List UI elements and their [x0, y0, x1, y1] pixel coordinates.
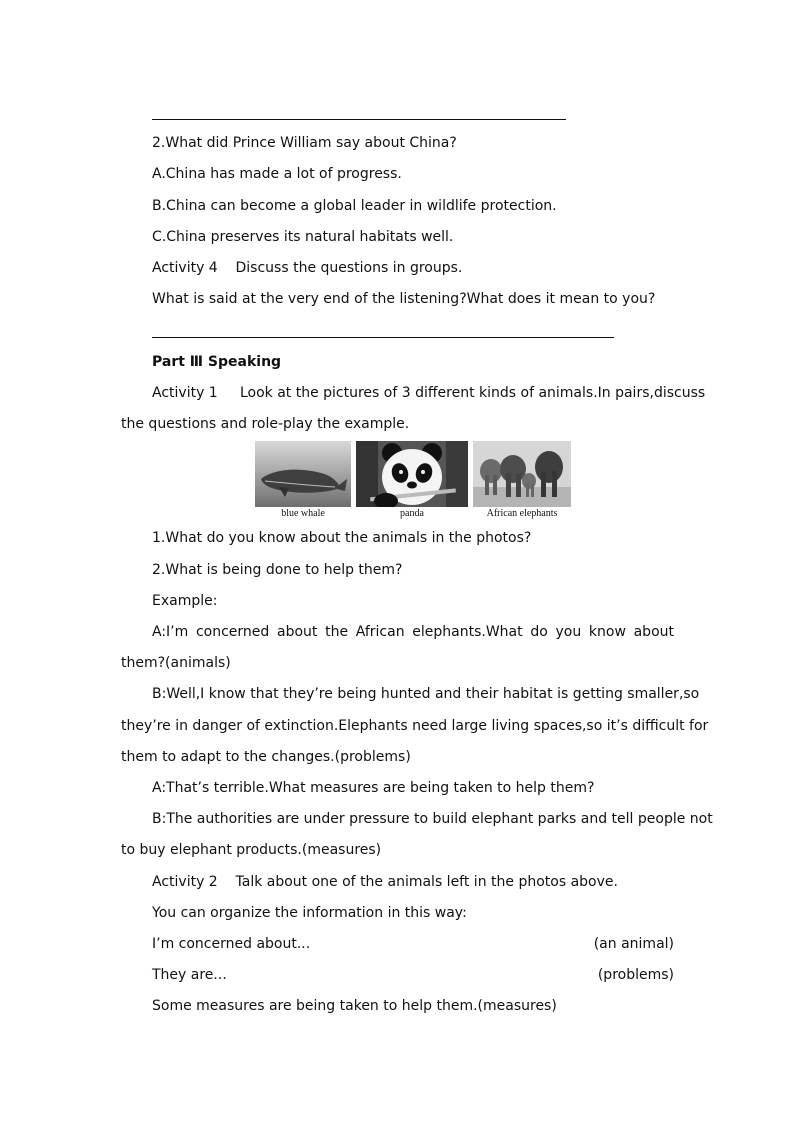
animal-photos — [255, 441, 571, 521]
organize-row-animal-text: I’m concerned about... — [152, 936, 311, 952]
dialogue-b1-line-2: they’re in danger of extinction.Elephants need large living spaces,so it’s difficult for — [121, 718, 709, 734]
organize-row-animal — [152, 934, 674, 954]
organize-row-problems — [152, 965, 674, 985]
dialogue-b1-line-1: B:Well,I know that they’re being hunted and their habitat is getting smaller,so — [152, 686, 700, 702]
dialogue-a2: A:That’s terrible.What measures are being taken to help them? — [152, 780, 595, 796]
caption-african-elephants: African elephants — [486, 508, 558, 519]
activity-1-line-1: Activity 1 Look at the pictures of 3 different kinds of animals.In pairs,discuss — [152, 385, 706, 401]
option-c: C.China preserves its natural habitats well. — [152, 229, 454, 245]
speaking-question-1: 1.What do you know about the animals in the photos? — [152, 530, 532, 546]
organize-row-animal-tag: (an animal) — [593, 936, 674, 952]
activity-2-heading: Activity 2 Talk about one of the animals left in the photos above. — [152, 874, 618, 890]
activity-2-intro: You can organize the information in this way: — [152, 905, 467, 921]
caption-panda: panda — [400, 508, 424, 519]
question-2: 2.What did Prince William say about China? — [152, 135, 457, 151]
dialogue-b1-line-3: them to adapt to the changes.(problems) — [121, 749, 411, 765]
dialogue-a1-line-1: A:I’m concerned about the African elephants.What do you know about — [152, 624, 674, 640]
activity-4-heading: Activity 4 Discuss the questions in groups. — [152, 260, 463, 276]
dialogue-b2-line-1: B:The authorities are under pressure to build elephant parks and tell people not — [152, 811, 713, 827]
activity-1-line-2: the questions and role-play the example. — [121, 416, 410, 432]
speaking-question-2: 2.What is being done to help them? — [152, 562, 403, 578]
organize-row-measures: Some measures are being taken to help them.(measures) — [152, 998, 557, 1014]
caption-blue-whale: blue whale — [281, 508, 325, 519]
part-3-heading: Part Ⅲ Speaking — [152, 354, 282, 370]
organize-row-problems-tag: (problems) — [597, 967, 674, 983]
dialogue-b2-line-2: to buy elephant products.(measures) — [121, 842, 382, 858]
option-b: B.China can become a global leader in wildlife protection. — [152, 198, 557, 214]
dialogue-a1-line-2: them?(animals) — [121, 655, 231, 671]
option-a: A.China has made a lot of progress. — [152, 166, 402, 182]
activity-4-question: What is said at the very end of the listening?What does it mean to you? — [152, 291, 656, 307]
answer-line — [152, 119, 566, 120]
panda-photo — [356, 441, 468, 507]
blue-whale-photo — [255, 441, 351, 507]
example-label: Example: — [152, 593, 218, 609]
organize-row-problems-text: They are... — [152, 967, 227, 983]
african-elephants-photo — [473, 441, 571, 507]
answer-line — [152, 337, 614, 338]
